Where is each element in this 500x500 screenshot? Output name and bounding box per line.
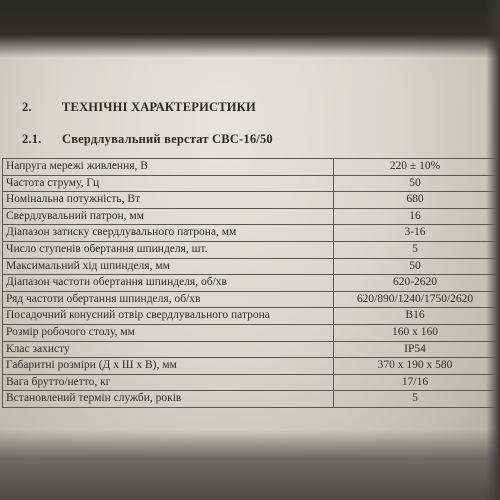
param-cell: Посадочний конусний отвір свердлувального патрона: [3, 308, 334, 324]
photo-shadow-top: [0, 0, 500, 58]
table-row: [3, 308, 497, 325]
value-cell: 680: [334, 192, 497, 208]
param-cell: Максимальний хід шпинделя, мм: [3, 259, 334, 275]
param-cell: Клас захисту: [3, 342, 334, 358]
param-cell: Встановлений термін служби, років: [3, 391, 334, 407]
value-cell: 220 ± 10%: [334, 159, 497, 175]
table-row: [3, 292, 497, 309]
param-cell: Вага брутто/нетто, кг: [3, 375, 334, 391]
section-number: 2.: [22, 100, 32, 114]
table-row: [3, 259, 497, 276]
photo-shadow-bottom: [0, 430, 500, 500]
table-row: [3, 342, 497, 359]
value-cell: B16: [334, 308, 497, 324]
value-cell: 16: [334, 209, 497, 225]
table-row: [3, 225, 497, 242]
param-cell: Частота струму, Гц: [3, 176, 334, 192]
param-cell: Свердлувальний патрон, мм: [3, 209, 334, 225]
value-cell: IP54: [334, 342, 497, 358]
param-cell: Число ступенів обертання шпинделя, шт.: [3, 242, 334, 258]
section-title: ТЕХНІЧНІ ХАРАКТЕРИСТИКИ: [62, 100, 256, 114]
value-cell: 50: [334, 259, 497, 275]
table-row: [3, 242, 497, 259]
table-row: [3, 176, 497, 193]
value-cell: 5: [334, 242, 497, 258]
value-cell: 17/16: [334, 375, 497, 391]
table-row: [3, 159, 497, 176]
table-row: [3, 358, 497, 375]
param-cell: Габаритні розміри (Д х Ш х В), мм: [3, 358, 334, 374]
value-cell: 50: [334, 176, 497, 192]
table-row: [3, 275, 497, 292]
param-cell: Напруга мережі живлення, В: [3, 159, 334, 175]
param-cell: Розмір робочого столу, мм: [3, 325, 334, 341]
subsection-title: Свердлувальний верстат СВС-16/50: [62, 132, 273, 146]
value-cell: 3-16: [334, 225, 497, 241]
table-row: [3, 375, 497, 392]
specifications-table: [2, 158, 497, 408]
param-cell: Номінальна потужність, Вт: [3, 192, 334, 208]
subsection-number: 2.1.: [22, 132, 42, 146]
param-cell: Ряд частоти обертання шпинделя, об/хв: [3, 292, 334, 308]
table-row: [3, 192, 497, 209]
value-cell: 5: [334, 391, 497, 407]
value-cell: 620-2620: [334, 275, 497, 291]
value-cell: 160 х 160: [334, 325, 497, 341]
param-cell: Діапазон частоти обертання шпинделя, об/хв: [3, 275, 334, 291]
table-row: [3, 325, 497, 342]
value-cell: 620/890/1240/1750/2620: [334, 292, 497, 308]
value-cell: 370 х 190 х 580: [334, 358, 497, 374]
table-row: [3, 209, 497, 226]
param-cell: Діапазон затиску свердлувального патрона, мм: [3, 225, 334, 241]
table-row: [3, 391, 497, 408]
